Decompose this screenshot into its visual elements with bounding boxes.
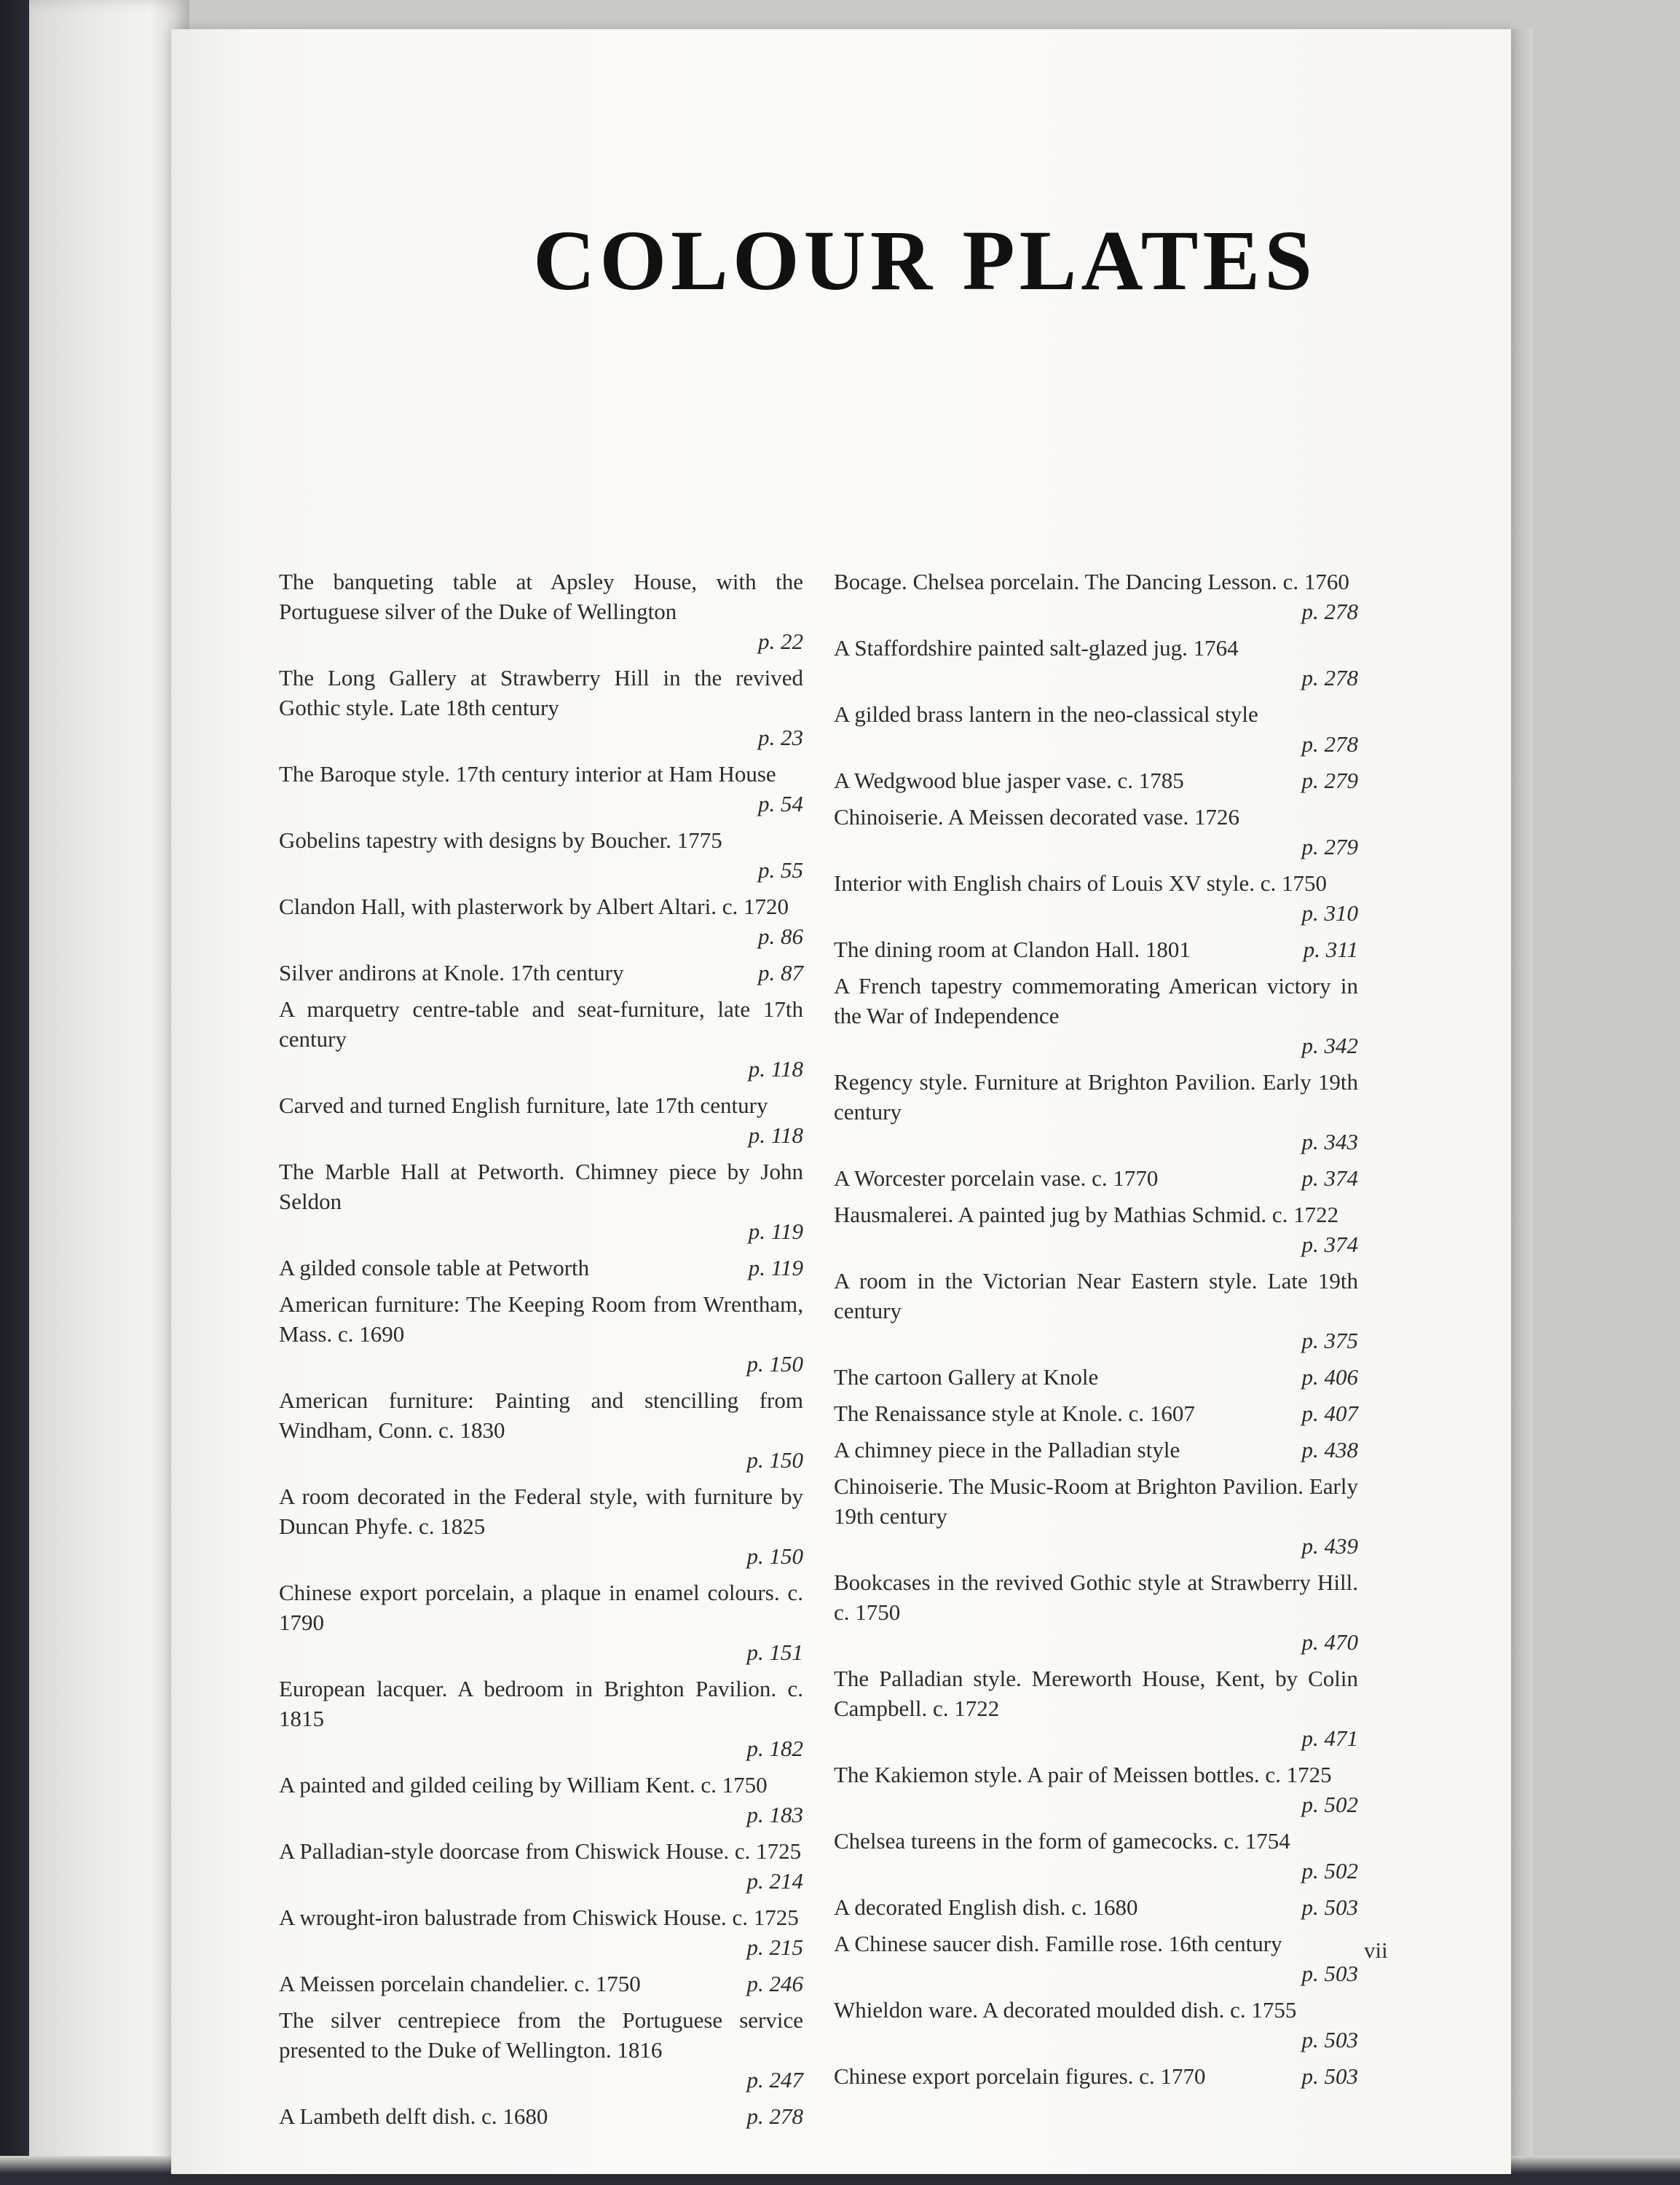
plate-description: Chinoiserie. The Music-Room at Brighton Pavilion. Early 19th century — [834, 1473, 1358, 1529]
plate-entry — [834, 1567, 1358, 1657]
plate-entry — [279, 1674, 803, 1763]
plate-entry — [834, 567, 1358, 626]
plate-entry — [834, 1760, 1358, 1819]
plate-entry — [834, 802, 1358, 862]
plate-page-number: p. 150 — [746, 1447, 803, 1473]
plate-description: Chinoiserie. A Meissen decorated vase. 1726 — [834, 804, 1240, 830]
page-folio: vii — [1364, 1937, 1388, 1963]
plate-description: Silver andirons at Knole. 17th century — [279, 960, 624, 985]
plate-page-number: p. 471 — [1301, 1725, 1358, 1751]
plate-page-number: p. 374 — [1301, 1165, 1358, 1191]
plate-page-number: p. 343 — [1301, 1129, 1358, 1154]
plate-description: A Staffordshire painted salt-glazed jug. 1764 — [834, 635, 1239, 661]
plate-description: Interior with English chairs of Louis XV style. c. 1750 — [834, 870, 1328, 896]
plate-page-number: p. 375 — [1301, 1328, 1358, 1353]
plate-page-number: p. 407 — [1301, 1401, 1358, 1426]
plate-page-number: p. 279 — [1301, 834, 1358, 859]
plate-description: Chelsea tureens in the form of gamecocks. c. 1754 — [834, 1828, 1290, 1854]
plate-description: A gilded brass lantern in the neo-classical style — [834, 701, 1258, 727]
plate-description: American furniture: Painting and stencilling from Windham, Conn. c. 1830 — [279, 1387, 803, 1443]
plate-description: A gilded console table at Petworth — [279, 1255, 590, 1280]
plate-description: A chimney piece in the Palladian style — [834, 1437, 1180, 1462]
plate-entry — [279, 663, 803, 752]
plate-entry — [834, 1826, 1358, 1886]
plate-page-number: p. 119 — [748, 1219, 803, 1244]
plate-entry — [834, 971, 1358, 1060]
plate-description: The Long Gallery at Strawberry Hill in the revived Gothic style. Late 18th century — [279, 665, 803, 720]
plate-page-number: p. 183 — [746, 1802, 803, 1827]
plate-entry — [279, 958, 803, 988]
plate-description: A Meissen porcelain chandelier. c. 1750 — [279, 1971, 641, 1996]
plate-description: A Worcester porcelain vase. c. 1770 — [834, 1165, 1159, 1191]
plate-entry — [279, 1902, 803, 1962]
plate-entry — [279, 891, 803, 951]
plate-page-number: p. 55 — [758, 857, 803, 883]
plate-page-number: p. 247 — [746, 2067, 803, 2093]
plate-description: A Lambeth delft dish. c. 1680 — [279, 2103, 548, 2129]
previous-page-edge — [29, 0, 189, 2185]
plate-page-number: p. 470 — [1301, 1629, 1358, 1655]
plate-page-number: p. 278 — [746, 2103, 803, 2129]
plate-entry — [279, 994, 803, 1084]
plate-entry — [279, 567, 803, 656]
plate-description: Clandon Hall, with plasterwork by Albert Altari. c. 1720 — [279, 894, 789, 919]
plate-description: A decorated English dish. c. 1680 — [834, 1894, 1138, 1920]
plate-page-number: p. 118 — [748, 1122, 803, 1148]
plate-page-number: p. 502 — [1301, 1858, 1358, 1883]
plates-list-right — [834, 567, 1358, 2098]
plate-description: The Baroque style. 17th century interior at Ham House — [279, 761, 776, 787]
plate-entry — [279, 1836, 803, 1896]
plate-page-number: p. 342 — [1301, 1033, 1358, 1058]
plate-description: The cartoon Gallery at Knole — [834, 1364, 1099, 1390]
plate-entry — [279, 1253, 803, 1283]
plate-entry — [834, 1995, 1358, 2055]
plate-description: Hausmalerei. A painted jug by Mathias Schmid. c. 1722 — [834, 1202, 1339, 1227]
plate-page-number: p. 311 — [1303, 937, 1358, 962]
plate-description: The Marble Hall at Petworth. Chimney piece by John Seldon — [279, 1159, 803, 1214]
plate-entry — [834, 1398, 1358, 1428]
page-title-text: COLOUR PLATES — [533, 213, 1317, 308]
plate-page-number: p. 22 — [758, 629, 803, 654]
plate-description: American furniture: The Keeping Room from Wrentham, Mass. c. 1690 — [279, 1291, 803, 1347]
plate-page-number: p. 374 — [1301, 1232, 1358, 1257]
plate-description: The Renaissance style at Knole. c. 1607 — [834, 1401, 1195, 1426]
plate-page-number: p. 150 — [746, 1543, 803, 1569]
plate-page-number: p. 214 — [746, 1868, 803, 1894]
plate-entry — [834, 1067, 1358, 1157]
plate-entry — [279, 1481, 803, 1571]
plate-entry — [279, 1157, 803, 1246]
plate-description: Bookcases in the revived Gothic style at Strawberry Hill. c. 1750 — [834, 1570, 1358, 1625]
plate-description: Bocage. Chelsea porcelain. The Dancing Lesson. c. 1760 — [834, 569, 1349, 594]
plate-page-number: p. 278 — [1301, 599, 1358, 624]
plate-description: Whieldon ware. A decorated moulded dish. c. 1755 — [834, 1997, 1297, 2023]
plate-entry — [834, 1163, 1358, 1193]
plate-entry — [279, 759, 803, 819]
plate-entry — [834, 1664, 1358, 1753]
plate-entry — [834, 868, 1358, 928]
plate-entry — [834, 934, 1358, 964]
plate-description: Gobelins tapestry with designs by Boucher. 1775 — [279, 827, 722, 853]
plate-entry — [834, 1362, 1358, 1392]
plate-description: A painted and gilded ceiling by William Kent. c. 1750 — [279, 1772, 768, 1798]
plate-page-number: p. 86 — [758, 924, 803, 949]
plate-page-number: p. 215 — [746, 1934, 803, 1960]
plate-entry — [834, 1471, 1358, 1561]
plate-page-number: p. 182 — [746, 1736, 803, 1761]
plate-entry — [279, 1770, 803, 1830]
plate-description: Chinese export porcelain, a plaque in enamel colours. c. 1790 — [279, 1580, 803, 1635]
plate-page-number: p. 279 — [1301, 768, 1358, 793]
plate-entry — [834, 699, 1358, 759]
plate-description: Regency style. Furniture at Brighton Pavilion. Early 19th century — [834, 1069, 1358, 1125]
plate-page-number: p. 23 — [758, 725, 803, 750]
plate-entry — [279, 2005, 803, 2095]
plate-description: Carved and turned English furniture, late 17th century — [279, 1092, 768, 1118]
plate-page-number: p. 310 — [1301, 900, 1358, 926]
plate-entry — [279, 1578, 803, 1667]
plate-description: A room decorated in the Federal style, with furniture by Duncan Phyfe. c. 1825 — [279, 1484, 803, 1539]
plate-entry — [279, 1289, 803, 1379]
plate-entry — [834, 1200, 1358, 1259]
plate-entry — [834, 1435, 1358, 1465]
plate-description: The Palladian style. Mereworth House, Kent, by Colin Campbell. c. 1722 — [834, 1666, 1358, 1721]
plate-entry — [279, 1385, 803, 1475]
plate-description: A Palladian-style doorcase from Chiswick House. c. 1725 — [279, 1838, 802, 1864]
plate-entry — [279, 1090, 803, 1150]
plate-entry — [279, 825, 803, 885]
plates-list-left — [279, 567, 803, 2138]
plate-page-number: p. 87 — [758, 960, 803, 985]
plate-entry — [834, 1929, 1358, 1988]
plate-description: The dining room at Clandon Hall. 1801 — [834, 937, 1191, 962]
plate-description: A French tapestry commemorating American victory in the War of Independence — [834, 973, 1358, 1028]
plate-description: A room in the Victorian Near Eastern style. Late 19th century — [834, 1268, 1358, 1323]
plate-page-number: p. 503 — [1301, 1961, 1358, 1986]
plate-description: The banqueting table at Apsley House, with the Portuguese silver of the Duke of Wellington — [279, 569, 803, 624]
plate-page-number: p. 502 — [1301, 1792, 1358, 1817]
plate-description: The silver centrepiece from the Portuguese service presented to the Duke of Wellington. 1816 — [279, 2007, 803, 2063]
plate-page-number: p. 150 — [746, 1351, 803, 1377]
plate-page-number: p. 503 — [1301, 2063, 1358, 2089]
plate-entry — [834, 1266, 1358, 1355]
plate-description: Chinese export porcelain figures. c. 1770 — [834, 2063, 1206, 2089]
plate-description: A wrought-iron balustrade from Chiswick House. c. 1725 — [279, 1905, 799, 1930]
plate-page-number: p. 246 — [746, 1971, 803, 1996]
plate-entry — [279, 1969, 803, 1999]
plate-entry — [834, 765, 1358, 795]
plate-page-number: p. 503 — [1301, 2027, 1358, 2052]
plate-description: European lacquer. A bedroom in Brighton Pavilion. c. 1815 — [279, 1676, 803, 1731]
plate-page-number: p. 406 — [1301, 1364, 1358, 1390]
page-stack-edge — [1511, 29, 1533, 2174]
plate-entry — [834, 2061, 1358, 2091]
plate-description: The Kakiemon style. A pair of Meissen bottles. c. 1725 — [834, 1762, 1332, 1787]
plate-entry — [279, 2101, 803, 2131]
plate-page-number: p. 503 — [1301, 1894, 1358, 1920]
plate-page-number: p. 278 — [1301, 731, 1358, 757]
plate-page-number: p. 278 — [1301, 665, 1358, 690]
plate-description: A Wedgwood blue jasper vase. c. 1785 — [834, 768, 1184, 793]
plate-page-number: p. 119 — [748, 1255, 803, 1280]
plate-page-number: p. 438 — [1301, 1437, 1358, 1462]
plate-entry — [834, 1892, 1358, 1922]
page-title — [171, 211, 1511, 310]
plate-page-number: p. 118 — [748, 1056, 803, 1082]
book-page — [171, 29, 1511, 2174]
plate-page-number: p. 151 — [746, 1639, 803, 1665]
plate-page-number: p. 54 — [758, 791, 803, 816]
plate-description: A Chinese saucer dish. Famille rose. 16th century — [834, 1931, 1282, 1956]
plate-entry — [834, 633, 1358, 693]
plate-description: A marquetry centre-table and seat-furniture, late 17th century — [279, 996, 803, 1052]
plate-page-number: p. 439 — [1301, 1533, 1358, 1559]
